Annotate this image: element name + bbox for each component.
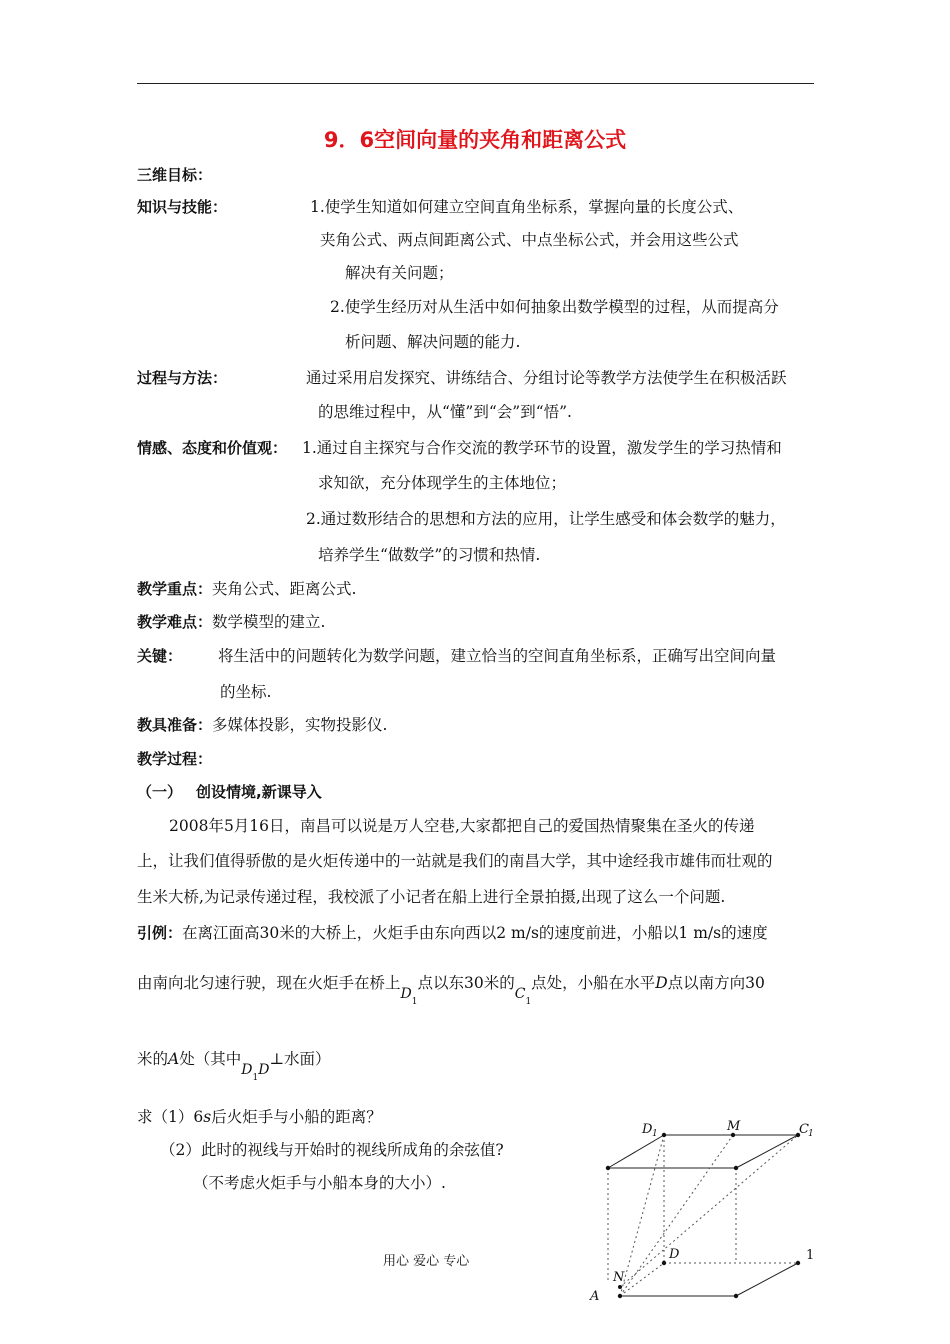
point-c1-sub: 1 bbox=[525, 997, 532, 1007]
knowledge-label: 知识与技能： bbox=[137, 198, 228, 216]
sightline-a-m bbox=[620, 1135, 733, 1296]
tools-row bbox=[137, 714, 387, 736]
key-label: 关键： bbox=[137, 647, 183, 665]
example-line-3a: 米的 bbox=[137, 1050, 169, 1068]
page-title: 9．6空间向量的夹角和距离公式 bbox=[323, 128, 627, 152]
point-d: D bbox=[655, 974, 668, 992]
question-1-row bbox=[137, 1106, 382, 1128]
section1-title: 创设情境,新课导入 bbox=[196, 783, 322, 801]
example-line-2c: 点处，小船在水平 bbox=[531, 974, 656, 992]
process-heading: 教学过程： bbox=[137, 750, 213, 768]
key-line-1: 将生活中的问题转化为数学问题，建立恰当的空间直角坐标系，正确写出空间向量 bbox=[218, 647, 777, 665]
intro-line-1: 2008年5月16日，南昌可以说是万人空巷,大家都把自己的爱国热情聚集在圣火的传递 bbox=[169, 817, 755, 835]
label-m: M bbox=[727, 1119, 741, 1134]
point-d-dot bbox=[662, 1261, 666, 1265]
emotion-line-3: 2.通过数形结合的思想和方法的应用，让学生感受和体会数学的魅力， bbox=[306, 510, 786, 528]
sightline-n-c1 bbox=[620, 1135, 798, 1287]
label-c1-sub: 1 bbox=[808, 1129, 814, 1139]
section1-number: （一） bbox=[137, 783, 183, 801]
process-line-2: 的思维过程中，从“懂”到“会”到“悟”. bbox=[318, 403, 572, 421]
upper-plane bbox=[608, 1135, 798, 1168]
footer-motto: 用心 爱心 专心 bbox=[383, 1254, 470, 1269]
key-point-label: 教学重点： bbox=[137, 580, 213, 598]
question-1a: 求（1）6 bbox=[137, 1108, 204, 1126]
emotion-label: 情感、态度和价值观： bbox=[137, 439, 288, 457]
tools-text: 多媒体投影，实物投影仪. bbox=[212, 716, 388, 734]
process-line-1: 通过采用启发探究、讲练结合、分组讨论等教学方法使学生在积极活跃 bbox=[306, 369, 787, 387]
upper-right-edge bbox=[736, 1135, 798, 1168]
intro-line-2: 上，让我们值得骄傲的是火炬传递中的一站就是我们的南昌大学，其中途经我市雄伟而壮观的 bbox=[137, 852, 773, 870]
label-d1-sub: 1 bbox=[652, 1129, 658, 1139]
label-n: N bbox=[613, 1270, 625, 1285]
lower-left-edge bbox=[620, 1263, 664, 1296]
label-d: D bbox=[669, 1247, 680, 1262]
example-line-1: 在离江面高30米的大桥上，火炬手由东向西以2 m/s的速度前进，小船以1 m/s的速度 bbox=[182, 924, 768, 942]
objectives-heading: 三维目标： bbox=[137, 166, 213, 184]
emotion-line-4: 培养学生“做数学”的习惯和热情. bbox=[318, 546, 541, 564]
sightline-a-d1 bbox=[620, 1135, 664, 1296]
diagram-points bbox=[606, 1133, 800, 1298]
lower-front-right-dot bbox=[734, 1294, 738, 1298]
point-d1: D bbox=[400, 986, 412, 1002]
point-n-dot bbox=[618, 1285, 622, 1289]
question-3: （不考虑火炬手与小船本身的大小）. bbox=[193, 1174, 446, 1192]
knowledge-line-3: 解决有关问题； bbox=[345, 264, 454, 282]
label-c1: C bbox=[799, 1122, 809, 1137]
knowledge-line-5: 析问题、解决问题的能力. bbox=[345, 333, 521, 351]
knowledge-line-4: 2.使学生经历对从生活中如何抽象出数学模型的过程，从而提高分 bbox=[330, 298, 779, 316]
question-1-unit: s bbox=[203, 1108, 212, 1126]
example-line-3-row bbox=[137, 1048, 331, 1083]
key-line-2: 的坐标. bbox=[220, 683, 272, 701]
point-a: A bbox=[168, 1050, 180, 1068]
point-d1-sub: 1 bbox=[411, 997, 418, 1007]
upper-right-dot bbox=[734, 1166, 738, 1170]
point-d1-dot bbox=[662, 1133, 666, 1137]
upper-left-dot bbox=[606, 1166, 610, 1170]
difficulty-label: 教学难点： bbox=[137, 613, 213, 631]
point-c1: C bbox=[514, 986, 526, 1002]
page-number: 1 bbox=[806, 1248, 815, 1263]
segment-d1d-end: D bbox=[258, 1062, 270, 1078]
key-point-text: 夹角公式、距离公式. bbox=[212, 580, 357, 598]
example-line-2a: 由南向北匀速行驶，现在火炬手在桥上 bbox=[137, 974, 401, 992]
example-line-2b: 点以东30米的 bbox=[417, 974, 515, 992]
example-line-2d: 点以南方向30 bbox=[667, 974, 765, 992]
intro-line-3: 生米大桥,为记录传递过程，我校派了小记者在船上进行全景拍摄,出现了这么一个问题. bbox=[137, 888, 726, 906]
example-line-1-row bbox=[137, 922, 768, 944]
emotion-line-1: 1.通过自主探究与合作交流的教学环节的设置，激发学生的学习热情和 bbox=[302, 439, 782, 457]
hidden-lines bbox=[608, 1135, 798, 1296]
segment-d1d-start: D bbox=[241, 1062, 253, 1078]
label-d1: D bbox=[642, 1122, 653, 1137]
difficulty-row bbox=[137, 611, 325, 633]
emotion-line-2: 求知欲，充分体现学生的主体地位； bbox=[318, 474, 567, 492]
point-a-dot bbox=[618, 1294, 622, 1298]
tools-label: 教具准备： bbox=[137, 716, 213, 734]
knowledge-line-1: 1.使学生知道如何建立空间直角坐标系，掌握向量的长度公式、 bbox=[310, 198, 744, 216]
example-label: 引例： bbox=[137, 924, 183, 942]
question-2: （2）此时的视线与开始时的视线所成角的余弦值? bbox=[160, 1141, 504, 1159]
question-1b: 后火炬手与小船的距离？ bbox=[211, 1108, 382, 1126]
example-line-3c: ⊥水面） bbox=[269, 1050, 331, 1068]
knowledge-line-2: 夹角公式、两点间距离公式、中点坐标公式，并会用这些公式 bbox=[320, 231, 739, 249]
geometry-diagram bbox=[580, 1110, 820, 1310]
upper-left-edge bbox=[608, 1135, 664, 1168]
lower-right-dot bbox=[796, 1261, 800, 1265]
label-a: A bbox=[590, 1289, 600, 1304]
key-point-row bbox=[137, 578, 356, 600]
segment-d1d-sub: 1 bbox=[252, 1073, 259, 1083]
difficulty-text: 数学模型的建立. bbox=[212, 613, 326, 631]
example-line-3b: 处（其中 bbox=[179, 1050, 242, 1068]
process-label: 过程与方法： bbox=[137, 369, 228, 387]
lower-plane bbox=[620, 1263, 798, 1296]
example-line-2-row bbox=[137, 972, 765, 1007]
lower-right-edge bbox=[736, 1263, 798, 1296]
header-rule bbox=[137, 83, 814, 84]
